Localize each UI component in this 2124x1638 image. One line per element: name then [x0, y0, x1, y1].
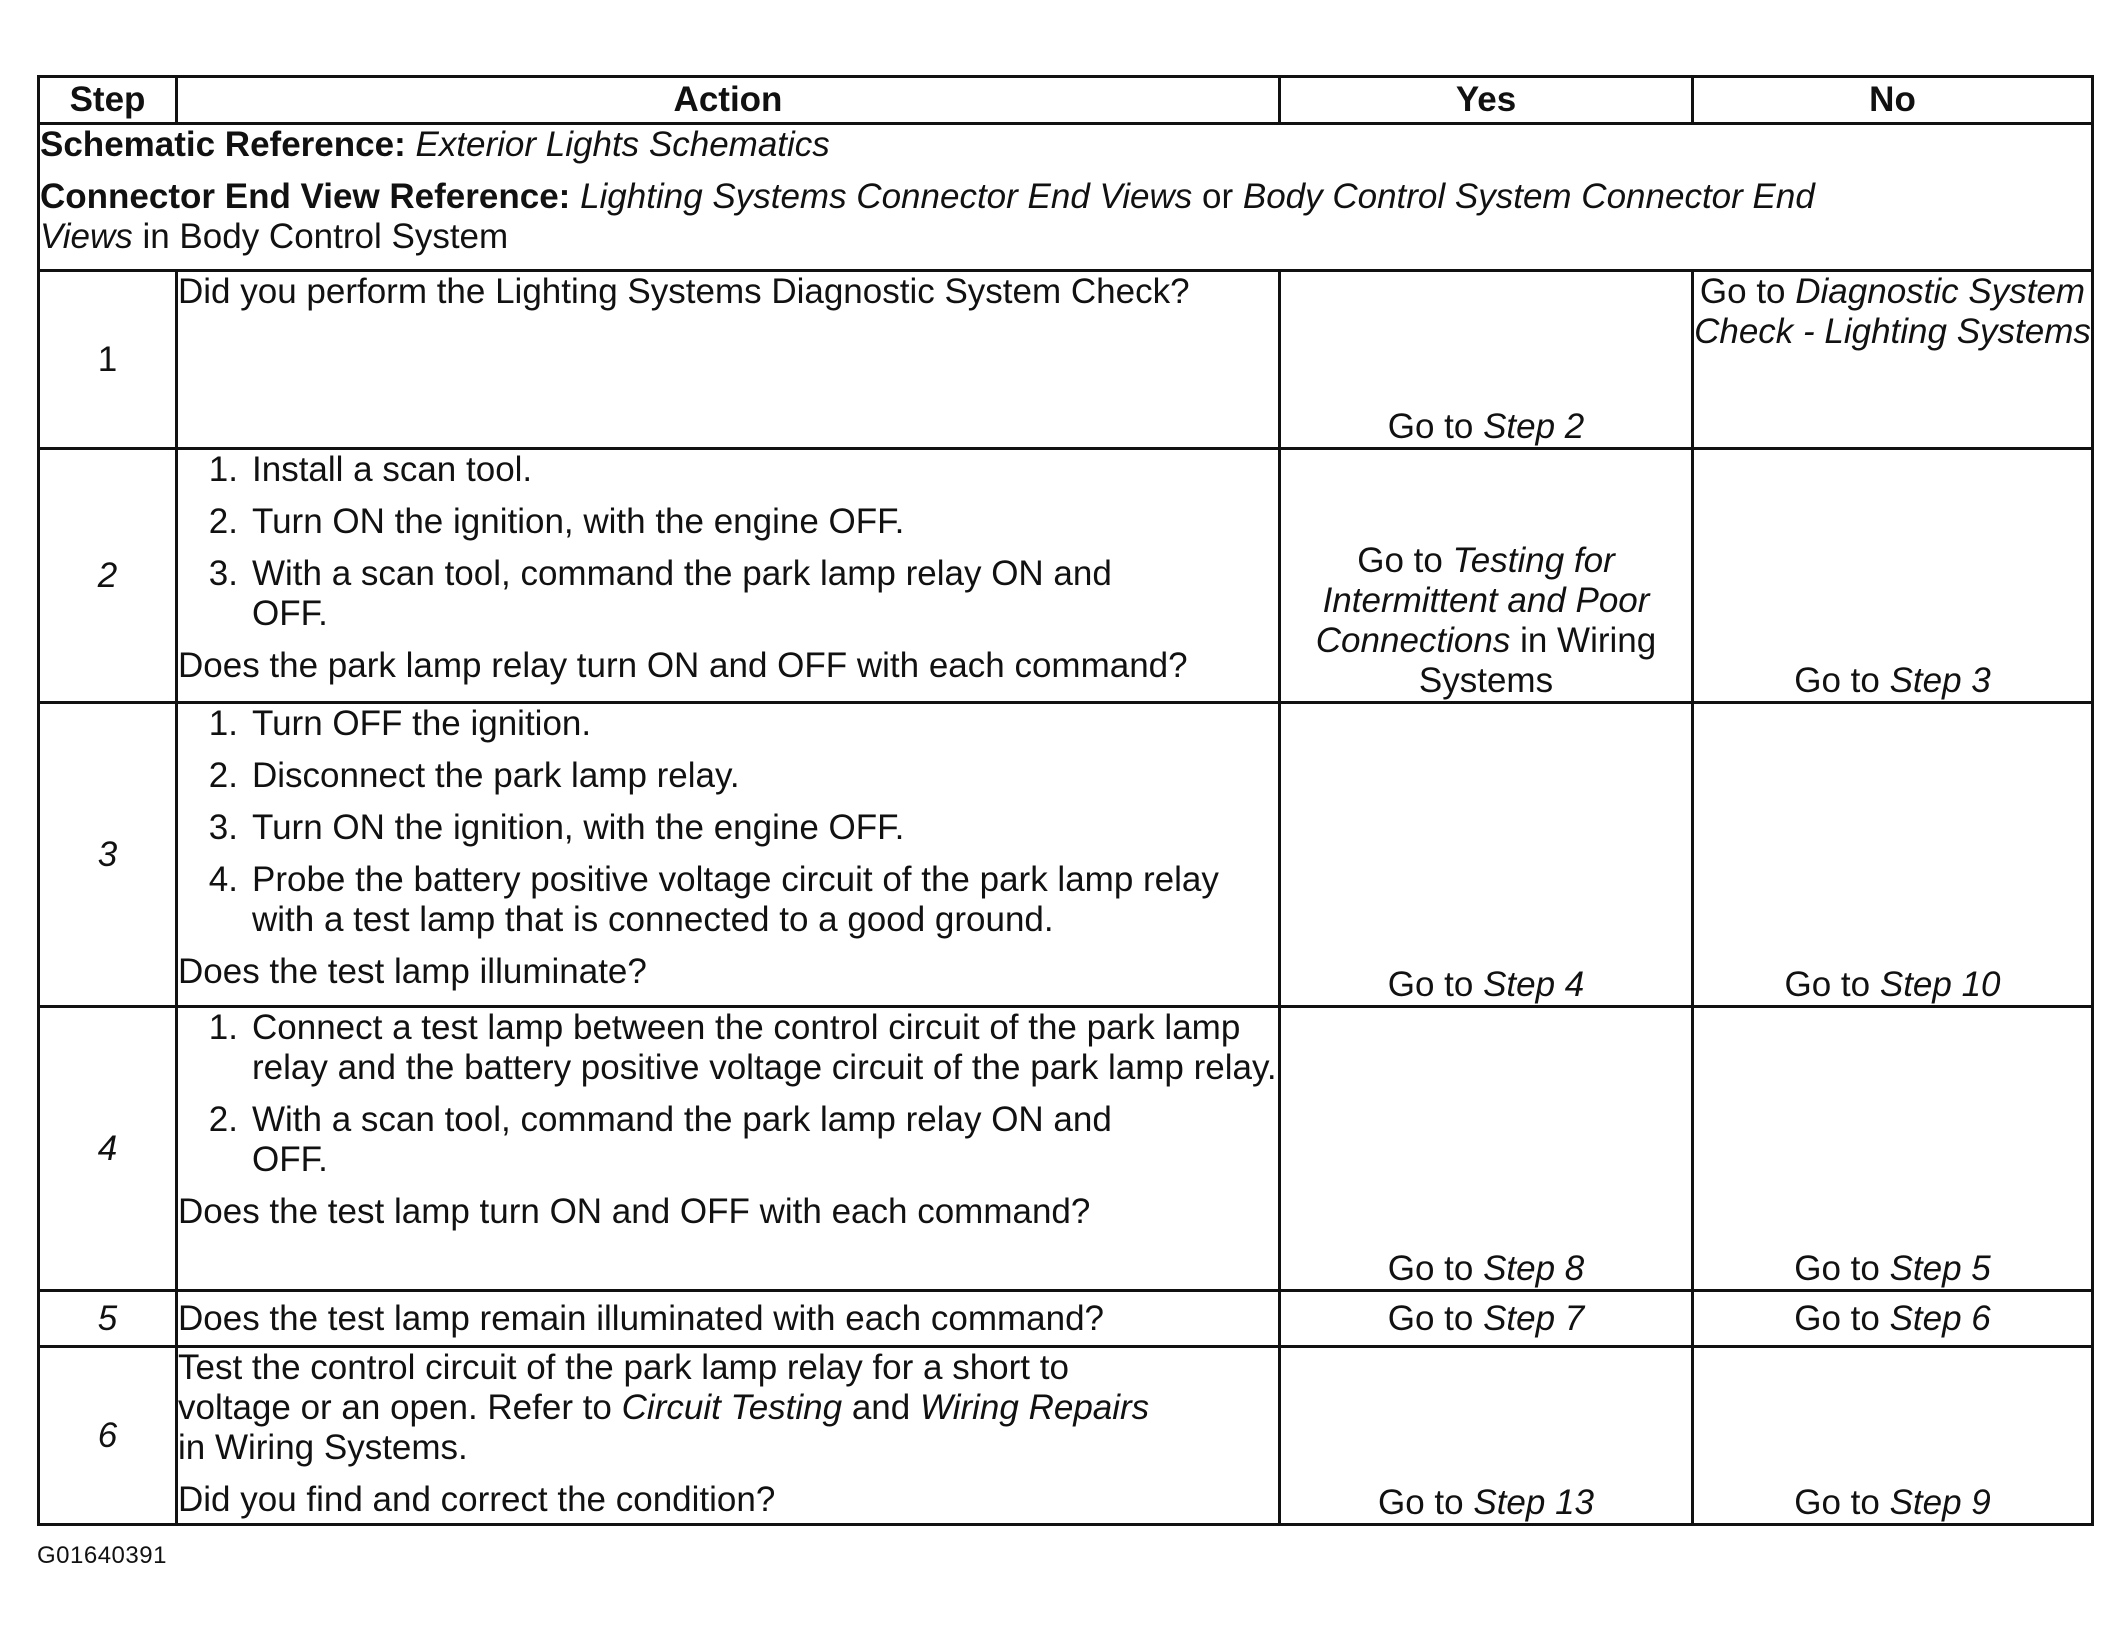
action-question: Does the test lamp turn ON and OFF with each command? — [178, 1192, 1091, 1231]
reference-cell — [39, 124, 2093, 271]
yes-link[interactable]: Step 2 — [1483, 407, 1585, 446]
no-prefix: Go to — [1794, 1249, 1880, 1288]
no-cell — [1693, 1347, 2093, 1525]
table-row — [39, 271, 2093, 449]
action-steps — [178, 704, 1278, 940]
no-cell — [1693, 1007, 2093, 1291]
header-step: Step — [39, 77, 177, 124]
schematic-reference-link[interactable]: Exterior Lights Schematics — [415, 125, 830, 164]
figure-id: G01640391 — [37, 1542, 167, 1569]
list-item: 3. Turn ON the ignition, with the engine OFF. — [208, 808, 905, 847]
yes-cell — [1280, 1347, 1693, 1525]
yes-cell — [1280, 703, 1693, 1007]
step-number: 3 — [39, 703, 177, 1007]
action-steps — [178, 1008, 1278, 1180]
no-link[interactable]: Step 5 — [1889, 1249, 1991, 1288]
no-link[interactable]: Step 9 — [1889, 1483, 1991, 1522]
yes-suffix: in Wiring Systems — [1418, 621, 1657, 700]
list-item: 2. With a scan tool, command the park lamp relay ON and OFF. — [208, 1100, 1112, 1179]
yes-cell — [1280, 1291, 1693, 1347]
connector-reference-label: Connector End View Reference: — [40, 177, 571, 216]
no-link[interactable]: Step 3 — [1889, 661, 1991, 700]
yes-link[interactable]: Step 7 — [1483, 1298, 1585, 1338]
no-link[interactable]: Step 10 — [1879, 965, 2001, 1004]
connector-reference-or: or — [1201, 177, 1234, 216]
action-cell — [177, 1007, 1280, 1291]
list-item: 2. Disconnect the park lamp relay. — [208, 756, 740, 795]
connector-reference — [40, 177, 1870, 257]
list-item: 3. With a scan tool, command the park lamp relay ON and OFF. — [208, 554, 1112, 633]
list-item: 2. Turn ON the ignition, with the engine OFF. — [208, 502, 905, 541]
connector-reference-suffix: in Body Control System — [142, 217, 509, 256]
connector-reference-link-2[interactable]: Body Control System Connector End Views — [40, 177, 1815, 256]
header-yes: Yes — [1280, 77, 1693, 124]
yes-prefix: Go to — [1387, 1298, 1474, 1338]
step-number: 5 — [39, 1291, 177, 1347]
action-cell — [177, 703, 1280, 1007]
connector-reference-link-1[interactable]: Lighting Systems Connector End Views — [580, 177, 1193, 216]
no-cell — [1693, 703, 2093, 1007]
action-question: Does the test lamp remain illuminated with each command? — [178, 1298, 1104, 1338]
list-item: 4. Probe the battery positive voltage circuit of the park lamp relay with a test lamp that is connected to a good ground. — [208, 860, 1219, 939]
no-prefix: Go to — [1794, 1483, 1880, 1522]
table-row — [39, 449, 2093, 703]
action-cell — [177, 271, 1280, 449]
yes-link[interactable]: Step 4 — [1483, 965, 1585, 1004]
list-item: 1. Install a scan tool. — [208, 450, 533, 489]
no-prefix: Go to — [1784, 965, 1871, 1004]
action-cell — [177, 1347, 1280, 1525]
yes-link[interactable]: Step 8 — [1483, 1249, 1585, 1288]
table-row — [39, 1007, 2093, 1291]
header-row — [39, 77, 2093, 124]
action-question: Does the park lamp relay turn ON and OFF with each command? — [178, 646, 1188, 685]
yes-cell — [1280, 449, 1693, 703]
no-cell — [1693, 271, 2093, 449]
yes-prefix: Go to — [1357, 541, 1443, 580]
no-prefix: Go to — [1794, 1298, 1880, 1338]
yes-prefix: Go to — [1378, 1483, 1464, 1522]
action-cell — [177, 1291, 1280, 1347]
schematic-reference-label: Schematic Reference: — [40, 125, 406, 164]
no-prefix: Go to — [1794, 661, 1880, 700]
action-cell — [177, 449, 1280, 703]
yes-prefix: Go to — [1387, 965, 1474, 1004]
yes-cell — [1280, 271, 1693, 449]
list-item: 1. Turn OFF the ignition. — [208, 704, 592, 743]
wiring-repairs-link[interactable]: Wiring Repairs — [919, 1388, 1150, 1427]
yes-cell — [1280, 1007, 1693, 1291]
action-question: Did you find and correct the condition? — [178, 1480, 776, 1519]
action-question: Does the test lamp illuminate? — [178, 952, 647, 991]
yes-prefix: Go to — [1387, 1249, 1474, 1288]
header-no: No — [1693, 77, 2093, 124]
table-row — [39, 1347, 2093, 1525]
action-steps — [178, 450, 1278, 634]
yes-prefix: Go to — [1387, 407, 1474, 446]
reference-row — [39, 124, 2093, 271]
yes-link[interactable]: Testing for Intermittent and Poor Connections — [1315, 541, 1650, 660]
action-question: Did you perform the Lighting Systems Diagnostic System Check? — [178, 272, 1190, 311]
step-number: 6 — [39, 1347, 177, 1525]
table-row — [39, 1291, 2093, 1347]
step-number: 4 — [39, 1007, 177, 1291]
no-cell — [1693, 449, 2093, 703]
step-number: 1 — [39, 271, 177, 449]
header-action: Action — [177, 77, 1280, 124]
no-cell — [1693, 1291, 2093, 1347]
yes-link[interactable]: Step 13 — [1473, 1483, 1594, 1522]
schematic-reference — [40, 125, 2091, 165]
no-link[interactable]: Diagnostic System Check - Lighting Systems — [1694, 272, 2091, 351]
no-link[interactable]: Step 6 — [1889, 1298, 1991, 1338]
table-row — [39, 703, 2093, 1007]
action-paragraph: Test the control circuit of the park lamp relay for a short to voltage or an open. Refer to Circuit Testing and Wiring Repairs in Wiring Systems. — [178, 1348, 1150, 1467]
step-number: 2 — [39, 449, 177, 703]
no-prefix: Go to — [1699, 272, 1786, 311]
circuit-testing-link[interactable]: Circuit Testing — [621, 1388, 843, 1427]
diagnostic-table — [37, 75, 2094, 1526]
list-item: 1. Connect a test lamp between the control circuit of the park lamp relay and the battery positive voltage circuit of the park lamp relay. — [208, 1008, 1277, 1087]
